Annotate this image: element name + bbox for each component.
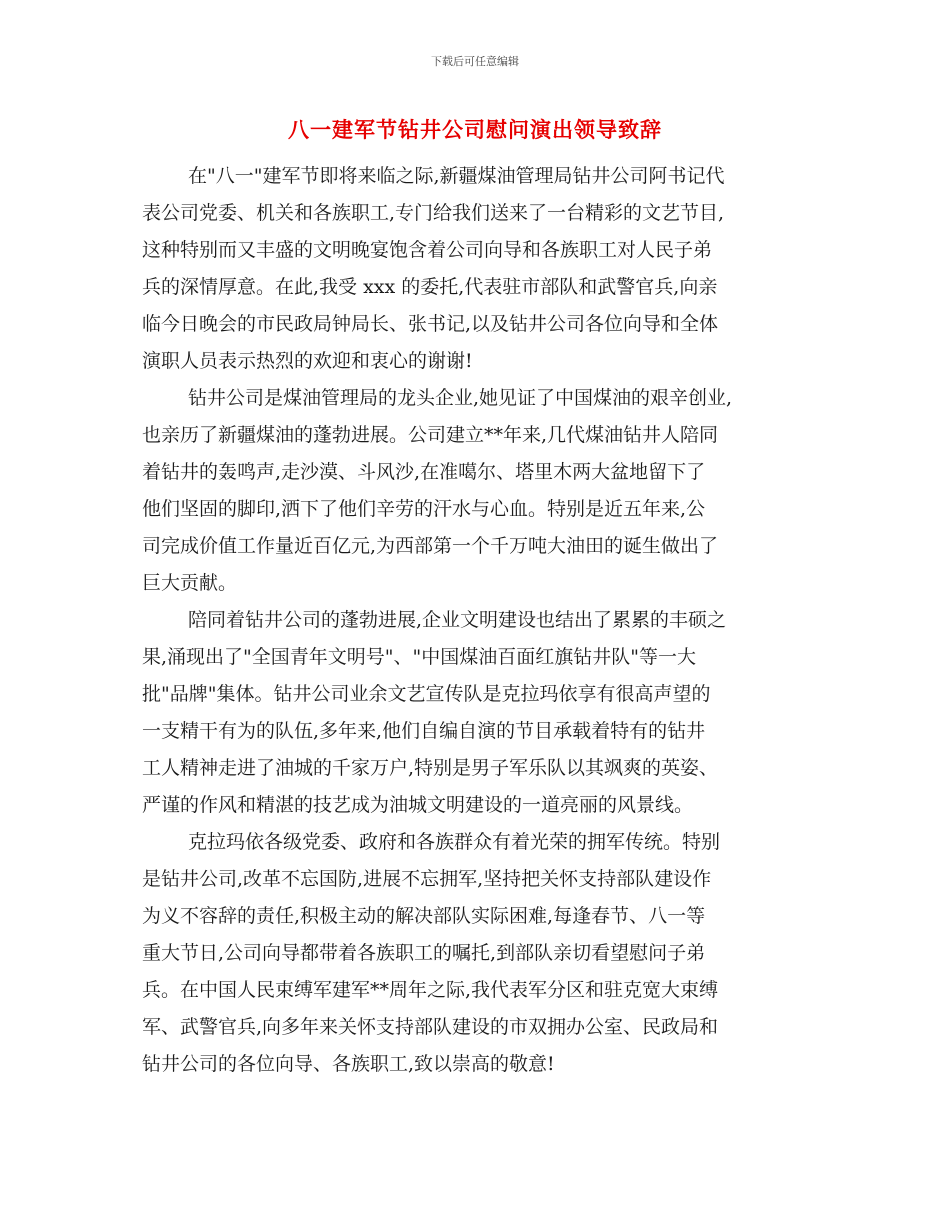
body-line: 这种特别而又丰盛的文明晚宴饱含着公司向导和各族职工对人民子弟	[142, 239, 713, 261]
body-line: 他们坚固的脚印,洒下了他们辛劳的汗水与心血。特别是近五年来,公	[142, 498, 706, 520]
body-line: 司完成价值工作量近百亿元,为西部第一个千万吨大油田的诞生做出了	[142, 535, 719, 557]
body-line: 兵。在中国人民束缚军建军**周年之际,我代表军分区和驻克宽大束缚	[142, 979, 719, 1001]
body-line: 临今日晚会的市民政局钟局长、张书记,以及钻井公司各位向导和全体	[142, 313, 719, 335]
body-line: 克拉玛依各级党委、政府和各族群众有着光荣的拥军传统。特别	[188, 831, 721, 853]
document-body	[142, 158, 810, 1083]
body-line: 巨大贡献。	[142, 572, 238, 594]
document-title: 八一建军节钻井公司慰问演出领导致辞	[288, 118, 662, 142]
body-line: 着钻井的轰鸣声,走沙漠、斗风沙,在准噶尔、塔里木两大盆地留下了	[142, 461, 706, 483]
body-line: 也亲历了新疆煤油的蓬勃进展。公司建立**年来,几代煤油钻井人陪同	[142, 424, 719, 446]
body-line: 为义不容辞的责任,积极主动的解决部队实际困难,每逢春节、八一等	[142, 905, 706, 927]
body-line: 钻井公司是煤油管理局的龙头企业,她见证了中国煤油的艰辛创业,	[188, 387, 733, 409]
body-line: 演职人员表示热烈的欢迎和衷心的谢谢!	[142, 350, 473, 372]
body-line: 果,涌现出了"全国青年文明号"、"中国煤油百面红旗钻井队"等一大	[142, 646, 696, 668]
body-line: 在"八一"建军节即将来临之际,新疆煤油管理局钻井公司阿书记代	[188, 165, 725, 187]
body-line: 陪同着钻井公司的蓬勃进展,企业文明建设也结出了累累的丰硕之	[188, 609, 727, 631]
body-line: 重大节日,公司向导都带着各族职工的嘱托,到部队亲切看望慰问子弟	[142, 942, 706, 964]
body-line: 一支精干有为的队伍,多年来,他们自编自演的节目承载着特有的钻井	[142, 720, 706, 742]
body-line: 表公司党委、机关和各族职工,专门给我们送来了一台精彩的文艺节目,	[142, 202, 725, 224]
body-line: 工人精神走进了油城的千家万户,特别是男子军乐队以其飒爽的英姿、	[142, 757, 719, 779]
body-line: 钻井公司的各位向导、各族职工,致以崇高的敬意!	[142, 1053, 555, 1075]
body-line: 是钻井公司,改革不忘国防,进展不忘拥军,坚持把关怀支持部队建设作	[142, 868, 712, 890]
body-line: 严谨的作风和精湛的技艺成为油城文明建设的一道亮丽的风景线。	[142, 794, 694, 816]
body-line: 军、武警官兵,向多年来关怀支持部队建设的市双拥办公室、民政局和	[142, 1016, 719, 1038]
body-line: 批"品牌"集体。钻井公司业余文艺宣传队是克拉玛依享有很高声望的	[142, 683, 711, 705]
body-line: 兵的深情厚意。在此,我受 xxx 的委托,代表驻市部队和武警官兵,向亲	[142, 276, 718, 298]
page-header-note: 下载后可任意编辑	[431, 55, 519, 68]
